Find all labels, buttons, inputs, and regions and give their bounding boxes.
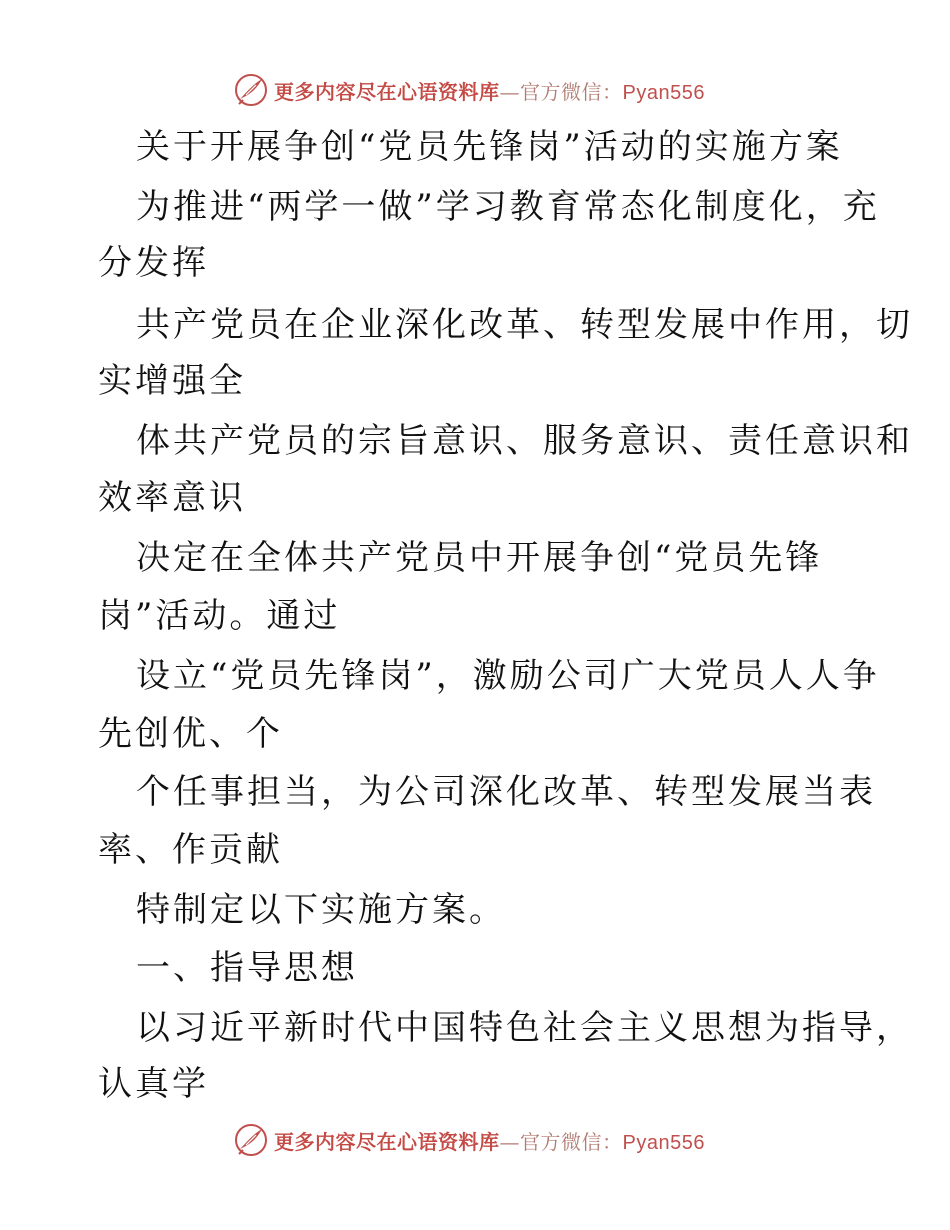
banner-wechat-id: Pyan556 — [622, 1131, 705, 1154]
header-banner — [0, 70, 950, 110]
banner-brand: 更多内容尽在心语资料库 — [274, 1129, 500, 1154]
banner-separator: —官方微信： — [499, 79, 623, 104]
quill-logo-icon — [234, 1123, 268, 1157]
paragraph-line: 共产党员在企业深化改革、转型发展中作用，切 — [136, 305, 913, 345]
paragraph-line: 实增强全 — [98, 361, 246, 401]
banner-text — [274, 1126, 705, 1155]
paragraph-line: 设立“党员先锋岗”，激励公司广大党员人人争 — [136, 656, 880, 696]
paragraph-line: 特制定以下实施方案。 — [136, 890, 506, 930]
quill-logo-icon — [234, 73, 268, 107]
paragraph-line: 体共产党员的宗旨意识、服务意识、责任意识和 — [136, 421, 913, 461]
document-title: 关于开展争创“党员先锋岗”活动的实施方案 — [136, 127, 843, 167]
paragraph-line: 岗”活动。通过 — [98, 596, 341, 636]
banner-separator: —官方微信： — [499, 1129, 623, 1154]
paragraph-line: 分发挥 — [98, 243, 209, 283]
section-heading: 一、指导思想 — [136, 948, 358, 988]
paragraph-line: 认真学 — [98, 1064, 209, 1104]
paragraph-line: 先创优、个 — [98, 714, 283, 754]
paragraph-line: 个任事担当，为公司深化改革、转型发展当表 — [136, 772, 876, 812]
paragraph-line: 为推进“两学一做”学习教育常态化制度化，充 — [136, 187, 880, 227]
paragraph-line: 决定在全体共产党员中开展争创“党员先锋 — [136, 538, 823, 578]
paragraph-line: 效率意识 — [98, 478, 246, 518]
banner-wechat-id: Pyan556 — [622, 81, 705, 104]
banner-text — [274, 76, 705, 105]
paragraph-line: 率、作贡献 — [98, 830, 283, 870]
footer-banner — [0, 1120, 950, 1160]
paragraph-line: 以习近平新时代中国特色社会主义思想为指导， — [136, 1008, 913, 1048]
banner-brand: 更多内容尽在心语资料库 — [274, 79, 500, 104]
